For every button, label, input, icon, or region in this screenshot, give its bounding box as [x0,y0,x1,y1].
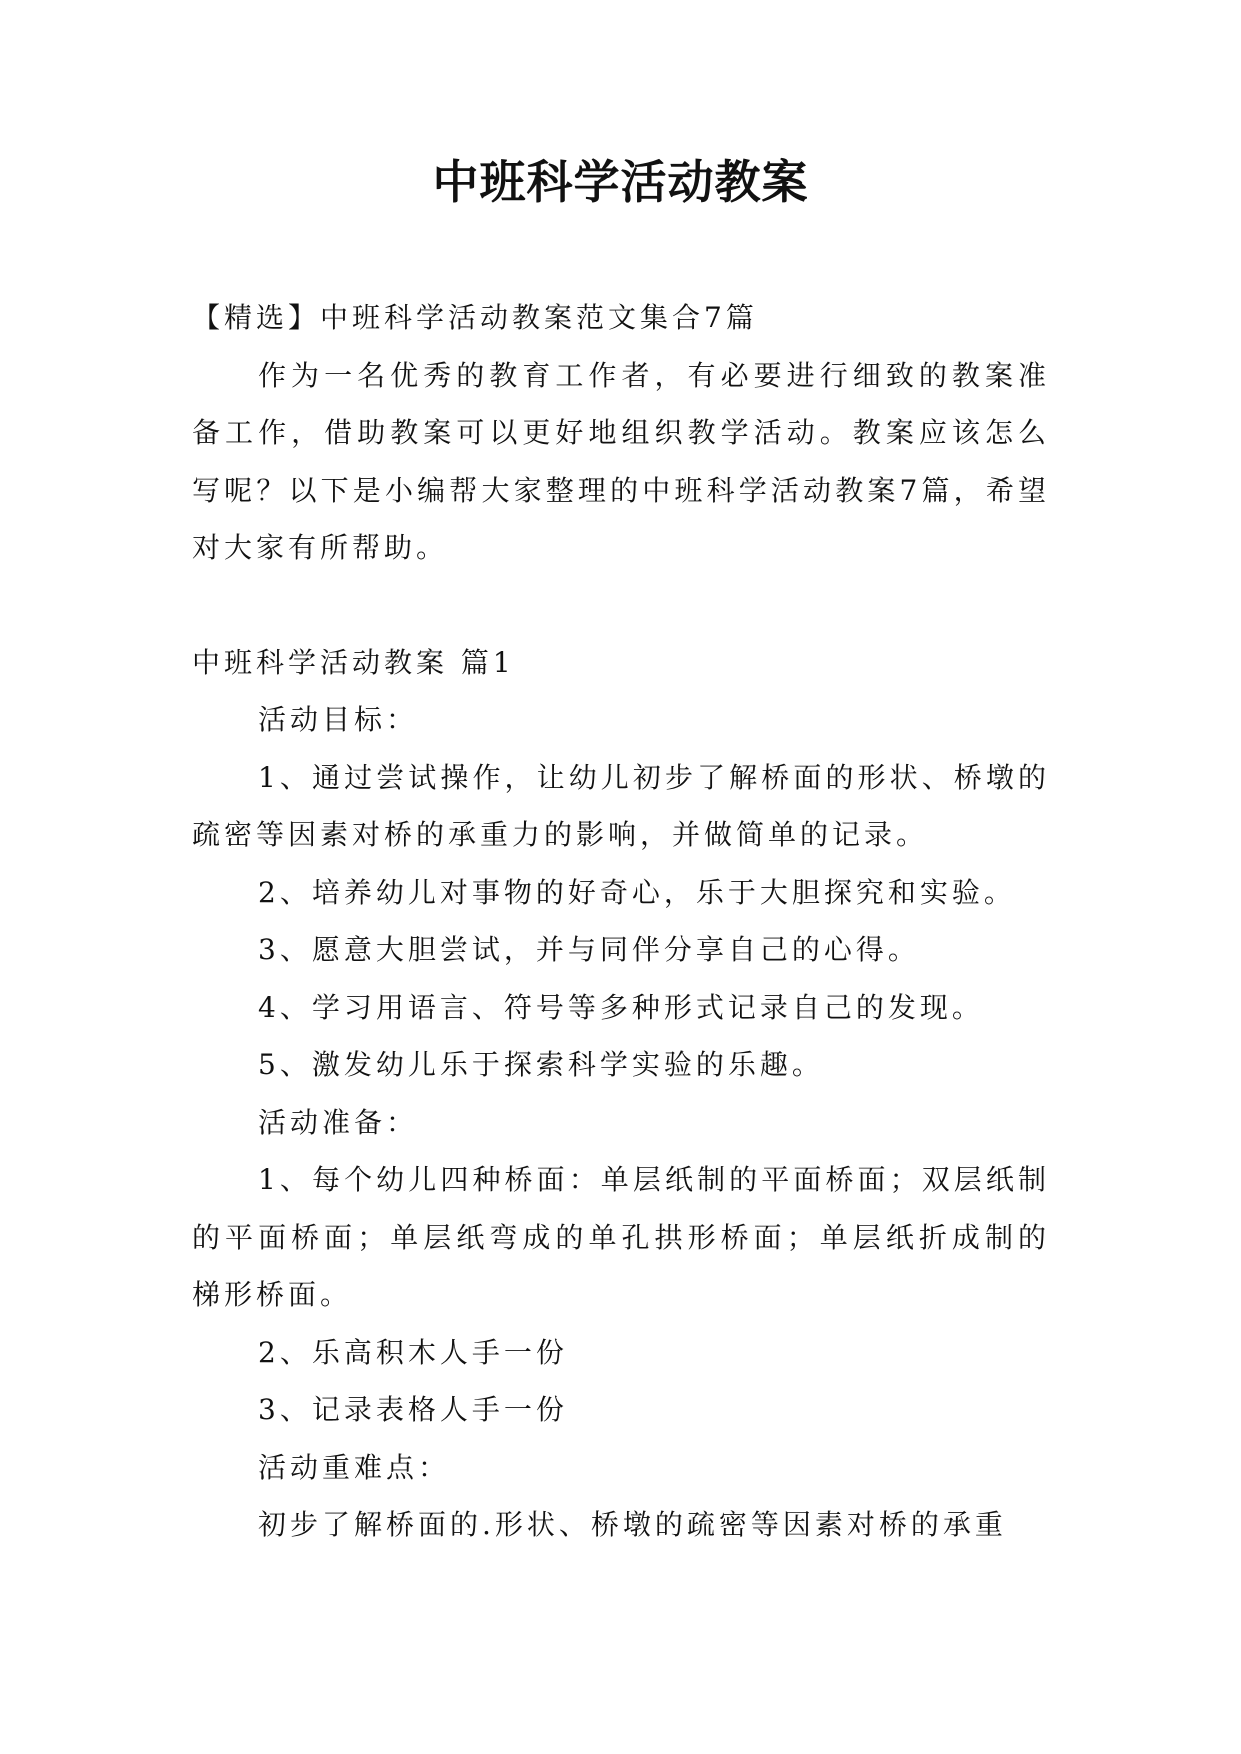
difficulty-label: 活动重难点： [258,1450,451,1484]
difficulty-text: 初步了解桥面的.形状、桥墩的疏密等因素对桥的承重 [258,1508,1007,1541]
goal-item-2: 2、培养幼儿对事物的好奇心，乐于大胆探究和实验。 [258,875,1016,909]
document-body [192,289,1050,1554]
intro-paragraph: 作为一名优秀的教育工作者，有必要进行细致的教案准备工作，借助教案可以更好地组织教学活动。教案应该怎么写呢？以下是小编帮大家整理的中班科学活动教案7篇，希望对大家有所帮助。 [192,358,1050,564]
goal-item-3: 3、愿意大胆尝试，并与同伴分享自己的心得。 [258,933,920,966]
goals-label: 活动目标： [258,703,419,736]
prep-item-1: 1、每个幼儿四种桥面：单层纸制的平面桥面；双层纸制的平面桥面；单层纸弯成的单孔拱形桥面；单层纸折成制的梯形桥面。 [192,1163,1050,1311]
document-subtitle: 【精选】中班科学活动教案范文集合7篇 [192,301,758,334]
prep-item-3: 3、记录表格人手一份 [258,1393,568,1426]
goal-item-1: 1、通过尝试操作，让幼儿初步了解桥面的形状、桥墩的疏密等因素对桥的承重力的影响，并做简单的记录。 [192,760,1050,851]
document-title: 中班科学活动教案 [432,155,809,209]
prep-item-2: 2、乐高积木人手一份 [258,1335,568,1369]
paragraph-gap [192,577,1050,634]
prep-label: 活动准备： [258,1105,419,1139]
goal-item-4: 4、学习用语言、符号等多种形式记录自己的发现。 [258,990,984,1024]
goal-item-5: 5、激发幼儿乐于探索科学实验的乐趣。 [258,1048,824,1081]
section-heading: 中班科学活动教案 篇1 [192,645,515,679]
